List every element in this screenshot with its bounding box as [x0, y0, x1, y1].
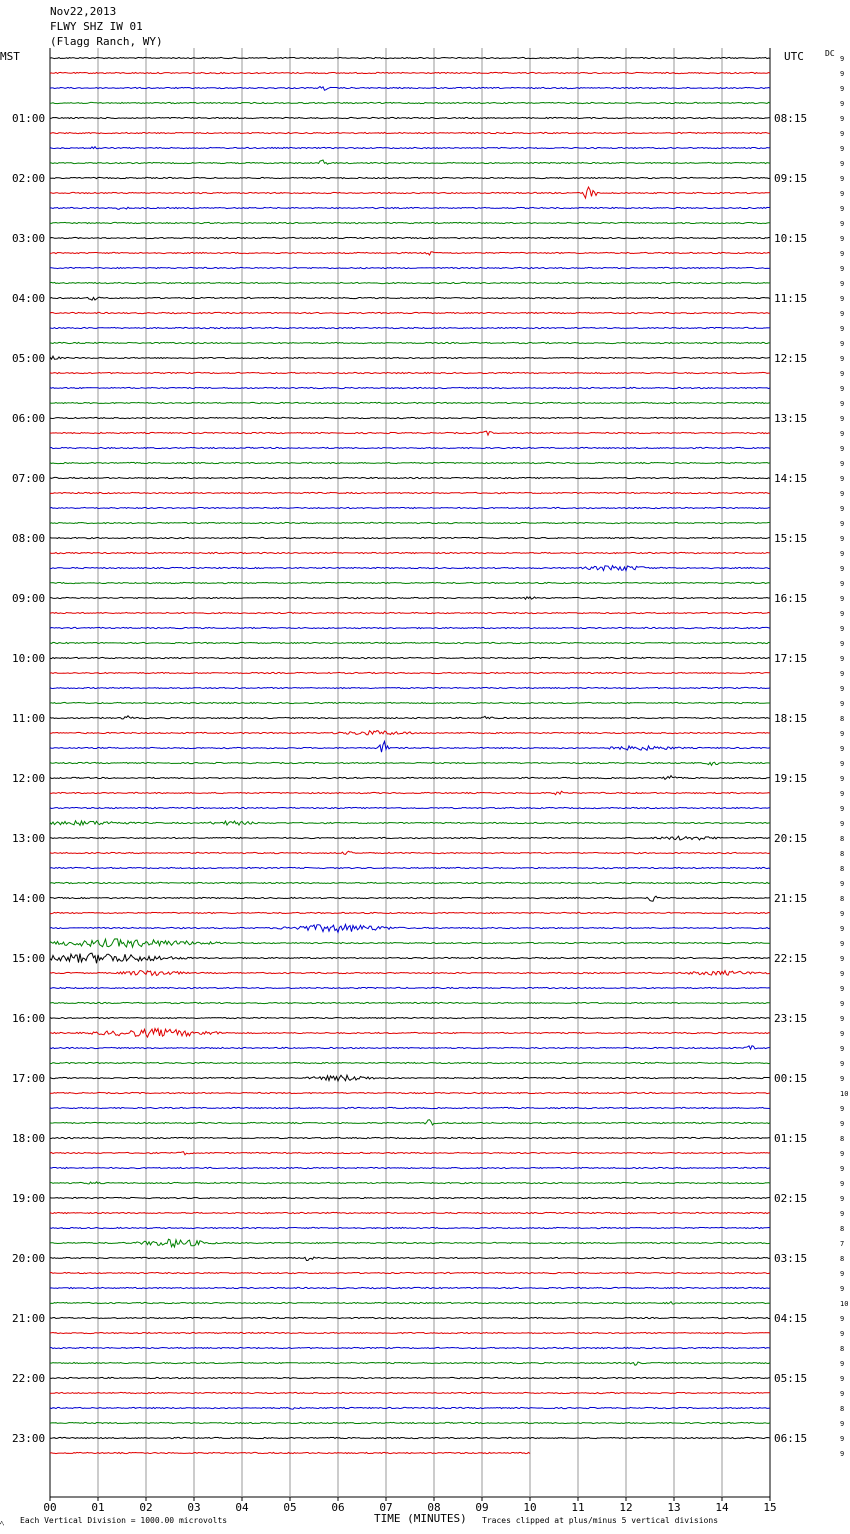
- x-tick-label: 07: [379, 1501, 393, 1514]
- seismic-trace: [50, 507, 770, 508]
- seismic-trace: [50, 312, 770, 313]
- x-tick-label: 05: [283, 1501, 297, 1514]
- trace-dc-value: 9: [840, 1015, 845, 1023]
- trace-dc-value: 9: [840, 775, 845, 783]
- left-timezone-label: MST: [0, 50, 20, 63]
- seismic-trace: [50, 1046, 770, 1049]
- right-hour-label: 12:15: [774, 352, 808, 365]
- trace-dc-value: 9: [840, 100, 845, 108]
- x-tick-label: 12: [619, 1501, 633, 1514]
- seismic-trace: [50, 687, 770, 688]
- trace-dc-value: 9: [840, 1195, 845, 1203]
- seismic-trace: [50, 1437, 770, 1438]
- dc-label: DC: [825, 49, 835, 58]
- seismic-trace: [50, 342, 770, 343]
- seismic-trace: [50, 1302, 770, 1305]
- trace-dc-value: 9: [840, 1180, 845, 1188]
- trace-dc-value: 8: [840, 715, 845, 723]
- seismic-trace: [50, 1407, 770, 1409]
- trace-dc-value: 9: [840, 250, 845, 258]
- seismic-trace: [50, 522, 770, 523]
- x-tick-label: 11: [571, 1501, 585, 1514]
- seismic-trace: [50, 882, 770, 883]
- seismic-trace: [50, 924, 770, 932]
- trace-dc-value: 9: [840, 1450, 845, 1458]
- right-hour-label: 18:15: [774, 712, 808, 725]
- seismic-trace: [50, 187, 770, 198]
- seismic-trace: [50, 776, 770, 780]
- trace-dc-value: 8: [840, 1405, 845, 1413]
- x-tick-label: 03: [187, 1501, 201, 1514]
- trace-dc-value: 9: [840, 580, 845, 588]
- right-hour-label: 01:15: [774, 1132, 808, 1145]
- trace-dc-value: 9: [840, 175, 845, 183]
- seismic-trace: [50, 1092, 770, 1093]
- left-hour-label: 04:00: [12, 292, 46, 305]
- trace-dc-value: 9: [840, 1330, 845, 1338]
- trace-dc-value: 9: [840, 625, 845, 633]
- right-hour-label: 08:15: [774, 112, 808, 125]
- seismic-trace: [50, 57, 770, 58]
- left-hour-label: 21:00: [12, 1312, 46, 1325]
- trace-dc-value: 9: [840, 265, 845, 273]
- trace-dc-value: 9: [840, 70, 845, 78]
- trace-dc-value: 9: [840, 310, 845, 318]
- right-timezone-label: UTC: [784, 50, 804, 63]
- left-hour-label: 02:00: [12, 172, 46, 185]
- trace-dc-value: 9: [840, 445, 845, 453]
- right-hour-label: 19:15: [774, 772, 808, 785]
- station-code: FLWY SHZ IW 01: [50, 20, 143, 33]
- left-hour-label: 15:00: [12, 952, 46, 965]
- trace-dc-value: 9: [840, 565, 845, 573]
- trace-dc-value: 9: [840, 730, 845, 738]
- trace-dc-value: 8: [840, 1255, 845, 1263]
- seismic-trace: [50, 1287, 770, 1288]
- trace-dc-value: 9: [840, 235, 845, 243]
- trace-dc-value: 9: [840, 760, 845, 768]
- trace-dc-value: 9: [840, 85, 845, 93]
- seismic-trace: [50, 177, 770, 178]
- trace-dc-value: 7: [840, 1240, 845, 1248]
- trace-dc-value: 9: [840, 430, 845, 438]
- trace-dc-value: 9: [840, 1105, 845, 1113]
- trace-dc-value: 9: [840, 610, 845, 618]
- vertical-scale-note: Each Vertical Division = 1000.00 microvolts: [20, 1516, 228, 1525]
- seismic-trace: [50, 160, 770, 164]
- x-tick-label: 02: [139, 1501, 153, 1514]
- left-hour-label: 07:00: [12, 472, 46, 485]
- trace-dc-value: 9: [840, 880, 845, 888]
- seismic-trace: [50, 356, 770, 359]
- seismic-trace: [50, 431, 770, 435]
- record-date: Nov22,2013: [50, 5, 117, 18]
- seismic-trace: [50, 1227, 770, 1228]
- x-tick-label: 13: [667, 1501, 681, 1514]
- left-hour-label: 10:00: [12, 652, 46, 665]
- seismic-trace: [50, 237, 770, 238]
- seismic-trace: [50, 1332, 770, 1333]
- seismic-trace: [50, 836, 770, 840]
- left-hour-label: 22:00: [12, 1372, 46, 1385]
- right-hour-label: 10:15: [774, 232, 808, 245]
- seismic-trace: [50, 1197, 770, 1198]
- seismic-trace: [50, 117, 770, 118]
- seismic-trace: [50, 702, 770, 703]
- trace-dc-value: 9: [840, 1030, 845, 1038]
- right-hour-label: 22:15: [774, 952, 808, 965]
- trace-dc-value: 9: [840, 295, 845, 303]
- trace-dc-value: 9: [840, 1420, 845, 1428]
- seismic-trace: [50, 147, 770, 149]
- right-hour-label: 11:15: [774, 292, 808, 305]
- left-hour-label: 08:00: [12, 532, 46, 545]
- seismic-trace: [50, 1120, 770, 1125]
- left-hour-label: 18:00: [12, 1132, 46, 1145]
- trace-dc-value: 9: [840, 925, 845, 933]
- trace-dc-value: 9: [840, 370, 845, 378]
- left-hour-label: 23:00: [12, 1432, 46, 1445]
- seismic-trace: [50, 1392, 770, 1393]
- seismic-trace: [50, 939, 770, 947]
- trace-dc-value: 9: [840, 535, 845, 543]
- seismic-trace: [50, 132, 770, 133]
- left-hour-label: 01:00: [12, 112, 46, 125]
- trace-dc-value: 9: [840, 205, 845, 213]
- trace-dc-value: 9: [840, 1270, 845, 1278]
- trace-dc-value: 9: [840, 1435, 845, 1443]
- right-hour-label: 06:15: [774, 1432, 808, 1445]
- seismic-trace: [50, 987, 770, 988]
- trace-dc-value: 9: [840, 1375, 845, 1383]
- trace-dc-value: 9: [840, 460, 845, 468]
- seismic-trace: [50, 821, 770, 826]
- x-tick-label: 00: [43, 1501, 57, 1514]
- trace-dc-value: 9: [840, 640, 845, 648]
- x-tick-label: 06: [331, 1501, 345, 1514]
- right-hour-label: 09:15: [774, 172, 808, 185]
- left-hour-label: 16:00: [12, 1012, 46, 1025]
- trace-dc-value: 9: [840, 970, 845, 978]
- seismic-trace: [50, 807, 770, 808]
- trace-dc-value: 9: [840, 700, 845, 708]
- trace-dc-value: 9: [840, 415, 845, 423]
- trace-dc-value: 9: [840, 1390, 845, 1398]
- trace-dc-value: 9: [840, 940, 845, 948]
- seismic-trace: [50, 1239, 770, 1247]
- seismic-trace: [50, 72, 770, 73]
- trace-dc-value: 9: [840, 490, 845, 498]
- right-hour-label: 00:15: [774, 1072, 808, 1085]
- seismic-trace: [50, 672, 770, 673]
- seismic-trace: [50, 1422, 770, 1423]
- seismic-trace: [50, 627, 770, 628]
- trace-dc-value: 9: [840, 1360, 845, 1368]
- trace-dc-value: 9: [840, 115, 845, 123]
- trace-dc-value: 9: [840, 505, 845, 513]
- seismic-trace: [50, 1182, 770, 1184]
- seismic-trace: [50, 791, 770, 795]
- right-hour-label: 02:15: [774, 1192, 808, 1205]
- trace-dc-value: 9: [840, 355, 845, 363]
- seismic-trace: [50, 912, 770, 913]
- left-hour-label: 03:00: [12, 232, 46, 245]
- seismic-trace: [50, 1029, 770, 1038]
- right-hour-label: 03:15: [774, 1252, 808, 1265]
- trace-dc-value: 9: [840, 1060, 845, 1068]
- trace-dc-value: 9: [840, 1285, 845, 1293]
- trace-dc-value: 9: [840, 985, 845, 993]
- x-tick-label: 10: [523, 1501, 537, 1514]
- x-tick-label: 08: [427, 1501, 441, 1514]
- x-tick-label: 01: [91, 1501, 105, 1514]
- seismic-trace: [50, 537, 770, 538]
- seismic-trace: [50, 1017, 770, 1018]
- trace-dc-value: 9: [840, 1120, 845, 1128]
- trace-dc-value: 9: [840, 1000, 845, 1008]
- trace-dc-value: 8: [840, 1225, 845, 1233]
- right-hour-label: 14:15: [774, 472, 808, 485]
- trace-dc-value: 9: [840, 550, 845, 558]
- trace-dc-value: 9: [840, 820, 845, 828]
- seismic-trace: [50, 1167, 770, 1168]
- x-tick-label: 09: [475, 1501, 489, 1514]
- right-hour-label: 20:15: [774, 832, 808, 845]
- seismic-trace: [50, 1062, 770, 1063]
- seismic-trace: [50, 762, 770, 765]
- left-hour-label: 11:00: [12, 712, 46, 725]
- trace-dc-value: 9: [840, 190, 845, 198]
- seismic-trace: [50, 851, 770, 854]
- seismic-trace: [50, 896, 770, 901]
- x-tick-label: 14: [715, 1501, 729, 1514]
- trace-dc-value: 10: [840, 1090, 849, 1098]
- left-hour-label: 05:00: [12, 352, 46, 365]
- seismic-trace: [50, 867, 770, 868]
- trace-dc-value: 9: [840, 475, 845, 483]
- trace-dc-value: 8: [840, 835, 845, 843]
- seismic-trace: [50, 1317, 770, 1318]
- right-hour-label: 04:15: [774, 1312, 808, 1325]
- seismic-trace: [50, 953, 770, 963]
- seismic-trace: [50, 657, 770, 658]
- seismic-trace: [50, 402, 770, 403]
- right-hour-label: 05:15: [774, 1372, 808, 1385]
- trace-dc-value: 9: [840, 910, 845, 918]
- x-axis-label: TIME (MINUTES): [374, 1512, 467, 1525]
- trace-dc-value: 9: [840, 1315, 845, 1323]
- trace-dc-value: 9: [840, 955, 845, 963]
- trace-dc-value: 9: [840, 1210, 845, 1218]
- seismic-trace: [50, 1272, 770, 1273]
- x-tick-label: 04: [235, 1501, 249, 1514]
- trace-dc-value: 8: [840, 850, 845, 858]
- seismic-trace: [50, 477, 770, 478]
- seismic-trace: [50, 971, 770, 976]
- trace-dc-value: 10: [840, 1300, 849, 1308]
- seismic-trace: [50, 1212, 770, 1213]
- seismic-trace: [50, 582, 770, 583]
- left-hour-label: 09:00: [12, 592, 46, 605]
- seismic-trace: [50, 372, 770, 373]
- left-hour-label: 14:00: [12, 892, 46, 905]
- trace-dc-value: 9: [840, 385, 845, 393]
- trace-dc-value: 9: [840, 655, 845, 663]
- left-hour-label: 06:00: [12, 412, 46, 425]
- seismic-trace: [50, 327, 770, 328]
- seismic-trace: [50, 1257, 770, 1261]
- trace-dc-value: 9: [840, 55, 845, 63]
- trace-dc-value: 9: [840, 805, 845, 813]
- trace-dc-value: 8: [840, 895, 845, 903]
- trace-dc-value: 9: [840, 160, 845, 168]
- seismic-trace: [50, 207, 770, 209]
- seismic-trace: [50, 612, 770, 613]
- trace-dc-value: 9: [840, 745, 845, 753]
- left-hour-label: 19:00: [12, 1192, 46, 1205]
- seismic-trace: [50, 716, 770, 719]
- station-location: (Flagg Ranch, WY): [50, 35, 163, 48]
- right-hour-label: 21:15: [774, 892, 808, 905]
- seismic-trace: [50, 387, 770, 388]
- trace-dc-value: 9: [840, 130, 845, 138]
- trace-dc-value: 9: [840, 325, 845, 333]
- trace-dc-value: 9: [840, 595, 845, 603]
- trace-dc-value: 9: [840, 520, 845, 528]
- seismic-trace: [50, 1347, 770, 1348]
- seismic-trace: [50, 222, 770, 223]
- seismic-trace: [50, 447, 770, 448]
- logo-mark: ﾍ: [0, 1519, 4, 1528]
- seismic-trace: [50, 87, 770, 91]
- trace-dc-value: 9: [840, 340, 845, 348]
- trace-dc-value: 8: [840, 1135, 845, 1143]
- right-hour-label: 16:15: [774, 592, 808, 605]
- seismic-trace: [50, 1152, 770, 1155]
- right-hour-label: 15:15: [774, 532, 808, 545]
- seismic-trace: [50, 462, 770, 463]
- trace-dc-value: 9: [840, 145, 845, 153]
- left-hour-label: 12:00: [12, 772, 46, 785]
- seismic-trace: [50, 552, 770, 553]
- x-tick-label: 15: [763, 1501, 777, 1514]
- seismic-trace: [50, 1362, 770, 1365]
- seismic-trace: [50, 282, 770, 283]
- trace-dc-value: 9: [840, 280, 845, 288]
- seismic-trace: [50, 642, 770, 643]
- seismic-trace: [50, 731, 770, 735]
- seismic-trace: [50, 417, 770, 418]
- clip-note: Traces clipped at plus/minus 5 vertical divisions: [482, 1516, 719, 1525]
- seismic-trace: [50, 102, 770, 103]
- right-hour-label: 23:15: [774, 1012, 808, 1025]
- right-hour-label: 13:15: [774, 412, 808, 425]
- trace-dc-value: 9: [840, 685, 845, 693]
- seismic-trace: [50, 492, 770, 493]
- seismic-trace: [50, 1075, 770, 1081]
- seismic-trace: [50, 1002, 770, 1003]
- right-hour-label: 17:15: [774, 652, 808, 665]
- trace-dc-value: 8: [840, 1345, 845, 1353]
- seismic-trace: [50, 267, 770, 268]
- seismic-trace: [50, 297, 770, 300]
- left-hour-label: 20:00: [12, 1252, 46, 1265]
- seismic-trace: [50, 1377, 770, 1378]
- seismic-trace: [50, 566, 770, 571]
- trace-dc-value: 9: [840, 790, 845, 798]
- left-hour-label: 13:00: [12, 832, 46, 845]
- seismic-trace: [50, 741, 770, 752]
- trace-dc-value: 9: [840, 220, 845, 228]
- trace-dc-value: 9: [840, 1075, 845, 1083]
- seismic-trace: [50, 1107, 770, 1108]
- trace-dc-value: 9: [840, 1045, 845, 1053]
- trace-dc-value: 9: [840, 400, 845, 408]
- seismic-trace: [50, 1137, 770, 1138]
- trace-dc-value: 9: [840, 670, 845, 678]
- seismic-trace: [50, 597, 770, 600]
- trace-dc-value: 9: [840, 1150, 845, 1158]
- trace-dc-value: 8: [840, 865, 845, 873]
- trace-dc-value: 9: [840, 1165, 845, 1173]
- seismic-trace: [50, 252, 770, 255]
- left-hour-label: 17:00: [12, 1072, 46, 1085]
